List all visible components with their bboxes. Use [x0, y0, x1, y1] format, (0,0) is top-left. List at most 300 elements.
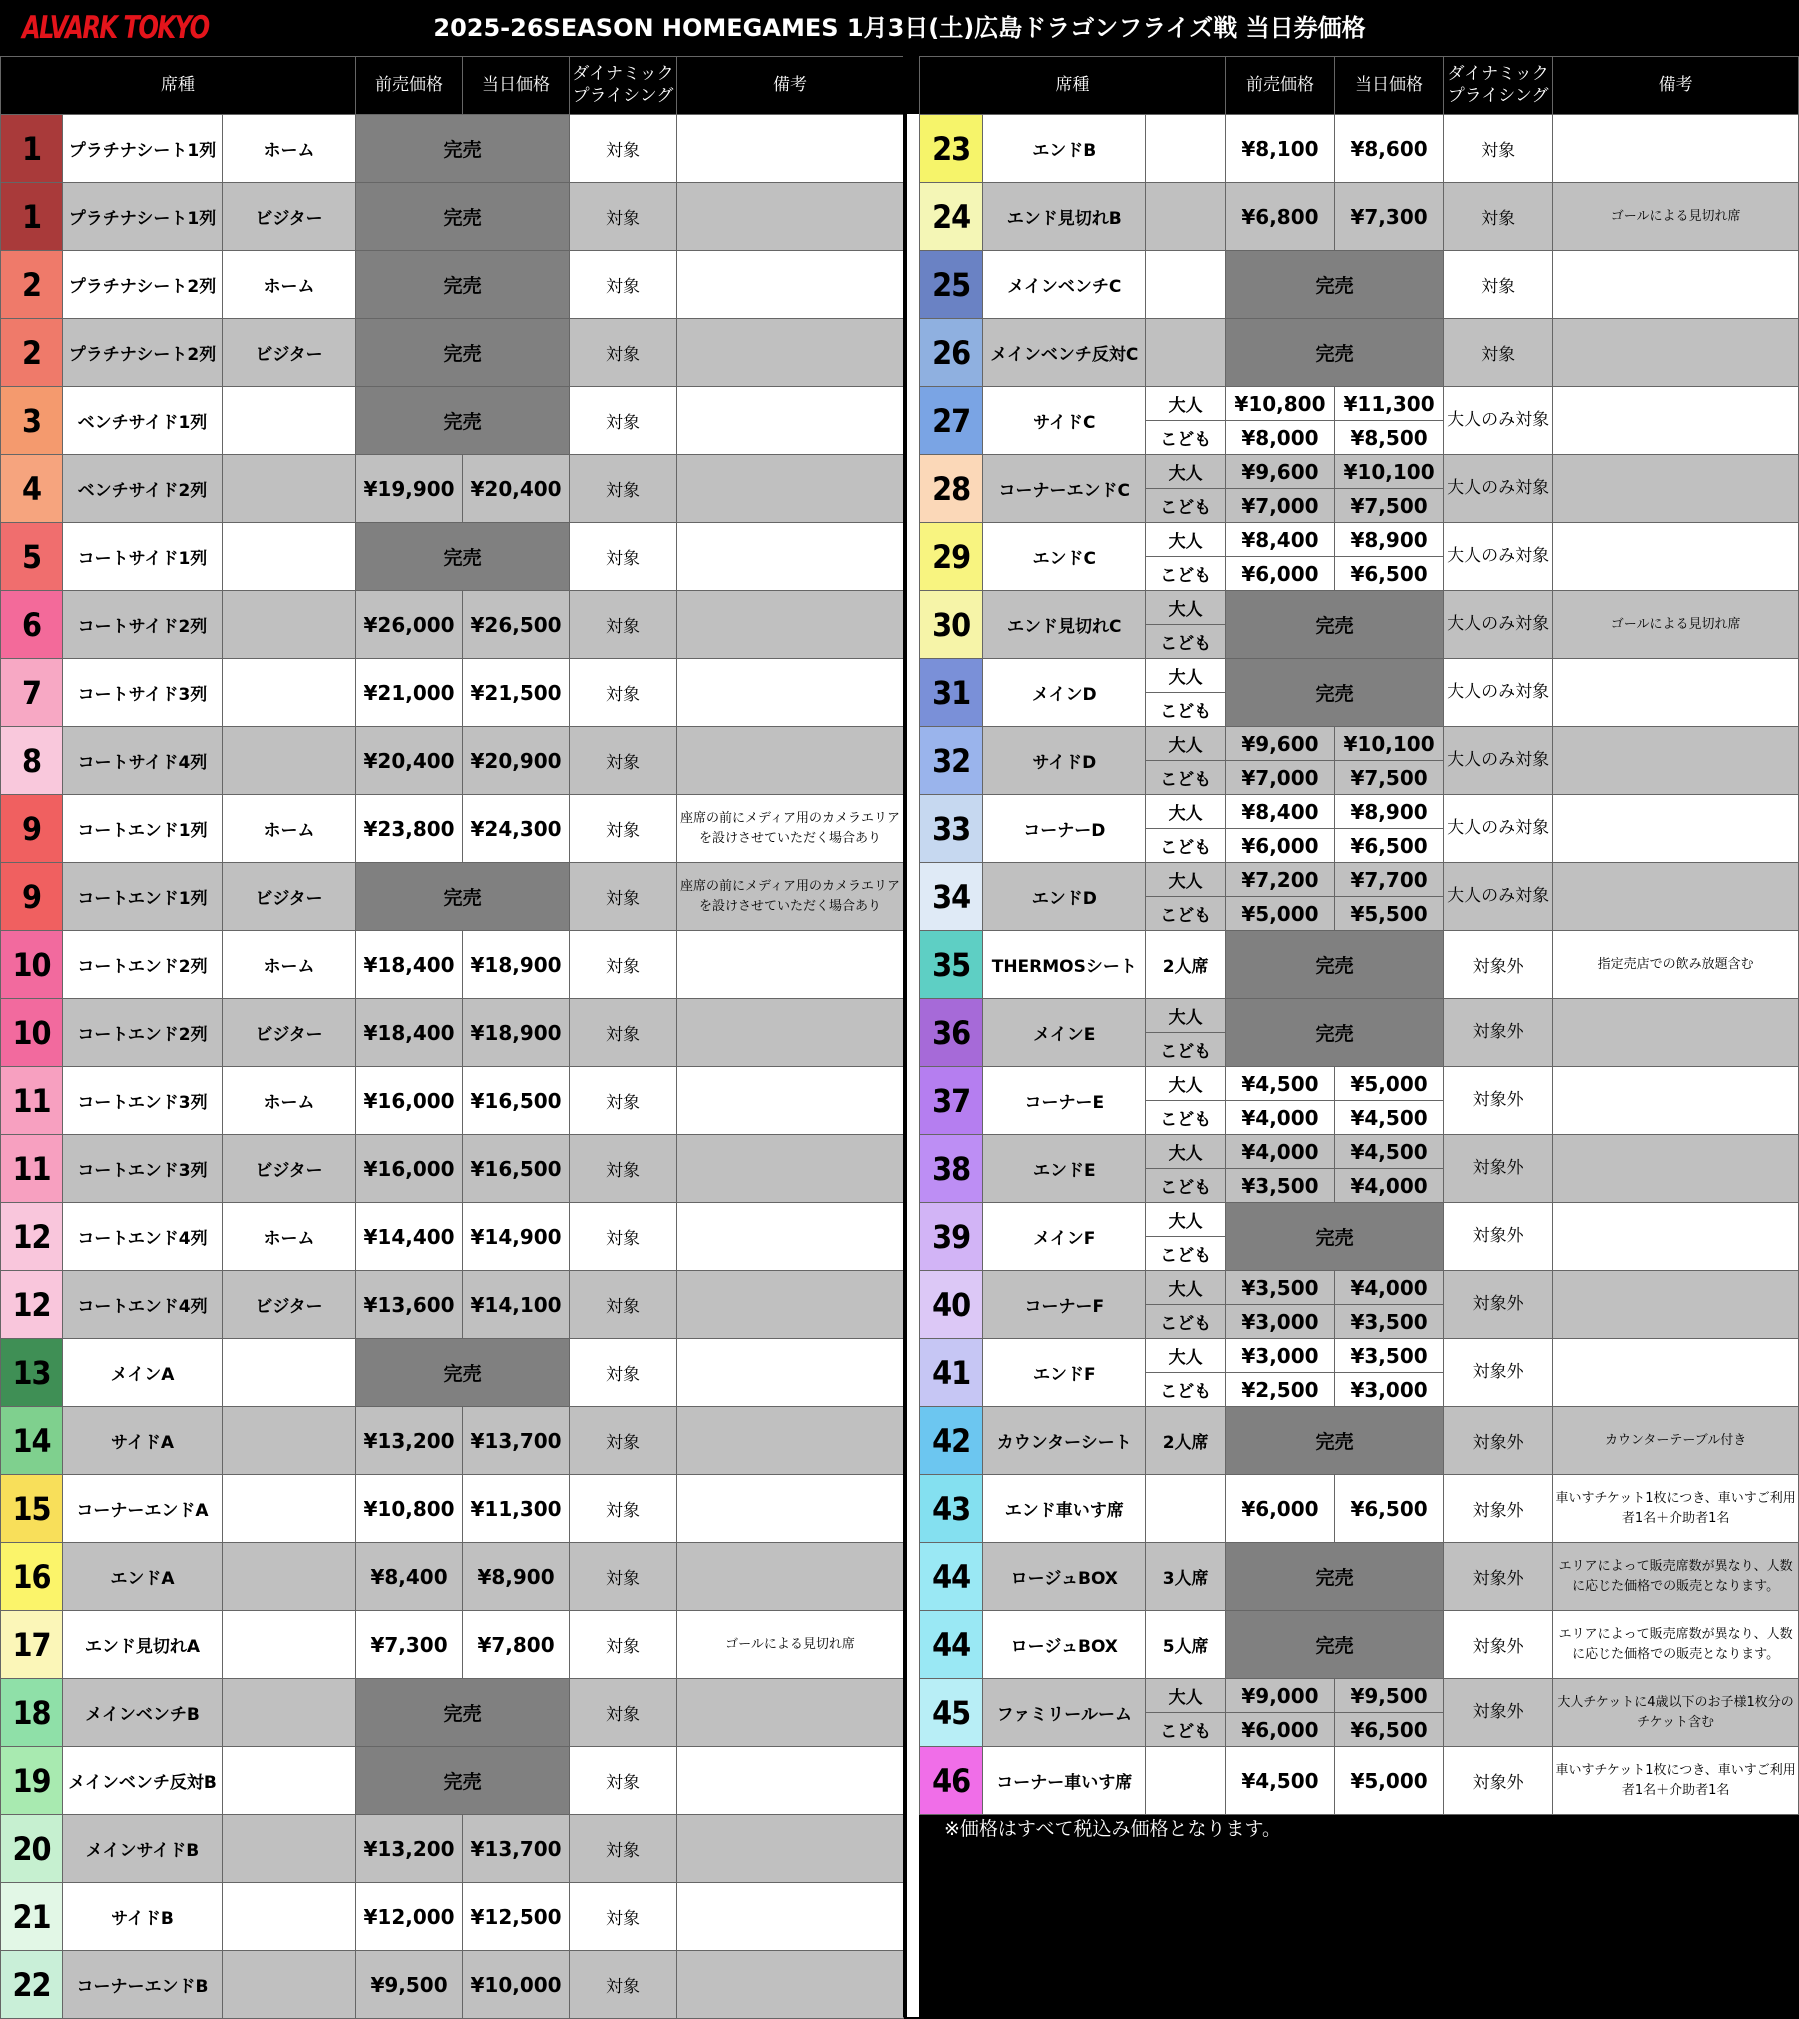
dayof-price: ¥14,100: [463, 1271, 570, 1339]
seat-number-badge: 37: [920, 1067, 983, 1135]
age-label-child: こども: [1146, 557, 1226, 591]
note-text: [677, 1543, 904, 1611]
dynamic-pricing-status: 対象: [570, 1407, 677, 1475]
table-row: [920, 1611, 1799, 1679]
seat-number-badge: 25: [920, 251, 983, 319]
seat-subtype: ビジター: [223, 999, 356, 1067]
seat-name: コートエンド1列: [63, 863, 223, 931]
note-text: [1553, 795, 1799, 863]
seat-name: コーナーエンドC: [983, 455, 1146, 523]
dynamic-pricing-status: 対象: [570, 1951, 677, 2019]
seat-subtype: 3人席: [1146, 1543, 1226, 1611]
dayof-price-child: ¥8,500: [1335, 421, 1444, 455]
seat-number-badge: 30: [920, 591, 983, 659]
seat-subtype: [223, 1747, 356, 1815]
sold-out-badge: 完売: [356, 251, 570, 319]
table-row: [1, 931, 904, 999]
seat-number-badge: 11: [1, 1067, 63, 1135]
seat-number-badge: 4: [1, 455, 63, 523]
seat-subtype: ビジター: [223, 1271, 356, 1339]
presale-price-adult: ¥8,400: [1225, 795, 1334, 829]
age-label-adult: 大人: [1146, 999, 1226, 1033]
table-row: [920, 591, 1799, 625]
seat-name: サイドB: [63, 1883, 223, 1951]
seat-number-badge: 34: [920, 863, 983, 931]
dynamic-pricing-status: 対象: [570, 1611, 677, 1679]
age-label-adult: 大人: [1146, 1203, 1226, 1237]
table-row: [1, 1203, 904, 1271]
seat-number-badge: 32: [920, 727, 983, 795]
dynamic-pricing-status: 対象: [1444, 319, 1553, 387]
table-row: [1, 1815, 904, 1883]
seat-number-badge: 22: [1, 1951, 63, 2019]
dayof-price-adult: ¥8,900: [1335, 523, 1444, 557]
presale-price-child: ¥7,000: [1225, 761, 1334, 795]
seat-number-badge: 20: [1, 1815, 63, 1883]
presale-price: ¥12,000: [356, 1883, 463, 1951]
sold-out-badge: 完売: [1225, 931, 1443, 999]
presale-price-adult: ¥3,500: [1225, 1271, 1334, 1305]
table-row: [920, 523, 1799, 557]
age-label-adult: 大人: [1146, 863, 1226, 897]
seat-number-badge: 33: [920, 795, 983, 863]
seat-name: コーナー車いす席: [983, 1747, 1146, 1815]
dynamic-pricing-status: 対象: [570, 1135, 677, 1203]
age-label-adult: 大人: [1146, 1271, 1226, 1305]
seat-name: エンド見切れA: [63, 1611, 223, 1679]
age-label-adult: 大人: [1146, 387, 1226, 421]
table-row: [1, 659, 904, 727]
age-label-child: こども: [1146, 1033, 1226, 1067]
presale-price-adult: ¥7,200: [1225, 863, 1334, 897]
presale-price-adult: ¥10,800: [1225, 387, 1334, 421]
page-title: 2025-26SEASON HOMEGAMES 1月3日(土)広島ドラゴンフライズ戦 当日券価格: [433, 14, 1366, 42]
seat-number-badge: 26: [920, 319, 983, 387]
note-text: [677, 999, 904, 1067]
seat-name: エンドB: [983, 115, 1146, 183]
age-label-adult: 大人: [1146, 591, 1226, 625]
seat-number-badge: 10: [1, 931, 63, 999]
seat-subtype: [223, 1543, 356, 1611]
presale-price-adult: ¥3,000: [1225, 1339, 1334, 1373]
note-text: [677, 1271, 904, 1339]
table-row: [1, 1135, 904, 1203]
seat-number-badge: 1: [1, 183, 63, 251]
seat-name: コーナーエンドB: [63, 1951, 223, 2019]
dayof-price: ¥26,500: [463, 591, 570, 659]
dayof-price: ¥20,900: [463, 727, 570, 795]
seat-number-badge: 23: [920, 115, 983, 183]
presale-price: ¥23,800: [356, 795, 463, 863]
header-presale: 前売価格: [356, 57, 463, 115]
dayof-price: ¥16,500: [463, 1067, 570, 1135]
seat-number-badge: 39: [920, 1203, 983, 1271]
table-row: [1, 1339, 904, 1407]
table-row: [920, 251, 1799, 319]
dynamic-pricing-status: 対象: [570, 1339, 677, 1407]
sold-out-badge: 完売: [1225, 999, 1443, 1067]
age-label-child: こども: [1146, 1237, 1226, 1271]
note-text: 指定売店での飲み放題含む: [1553, 931, 1799, 999]
dynamic-pricing-status: 対象: [570, 1271, 677, 1339]
sold-out-badge: 完売: [1225, 251, 1443, 319]
table-row: [1, 115, 904, 183]
dynamic-pricing-status: 対象: [570, 931, 677, 999]
seat-subtype: [1146, 251, 1226, 319]
age-label-child: こども: [1146, 1169, 1226, 1203]
dynamic-pricing-status: 対象: [570, 319, 677, 387]
presale-price-adult: ¥9,600: [1225, 455, 1334, 489]
table-row: [1, 251, 904, 319]
age-label-adult: 大人: [1146, 1067, 1226, 1101]
dynamic-pricing-status: 大人のみ対象: [1444, 727, 1553, 795]
seat-number-badge: 27: [920, 387, 983, 455]
seat-subtype: 5人席: [1146, 1611, 1226, 1679]
seat-number-badge: 21: [1, 1883, 63, 1951]
seat-name: エンドD: [983, 863, 1146, 931]
note-text: [677, 591, 904, 659]
presale-price-child: ¥6,000: [1225, 1713, 1334, 1747]
note-text: [677, 319, 904, 387]
seat-name: エンド見切れC: [983, 591, 1146, 659]
note-text: [1553, 455, 1799, 523]
seat-name: ベンチサイド2列: [63, 455, 223, 523]
seat-subtype: [223, 1339, 356, 1407]
note-text: [677, 115, 904, 183]
dynamic-pricing-status: 対象: [570, 1543, 677, 1611]
dayof-price: ¥8,600: [1335, 115, 1444, 183]
seat-name: コーナーD: [983, 795, 1146, 863]
dynamic-pricing-status: 対象: [570, 387, 677, 455]
dynamic-pricing-status: 対象: [1444, 115, 1553, 183]
dynamic-pricing-status: 対象外: [1444, 1203, 1553, 1271]
seat-number-badge: 9: [1, 795, 63, 863]
table-row: [920, 1339, 1799, 1373]
header-dynamic: ダイナミックプライシング: [570, 57, 677, 115]
seat-name: カウンターシート: [983, 1407, 1146, 1475]
seat-subtype: ホーム: [223, 931, 356, 999]
dynamic-pricing-status: 対象外: [1444, 931, 1553, 999]
dynamic-pricing-status: 大人のみ対象: [1444, 591, 1553, 659]
seat-number-badge: 35: [920, 931, 983, 999]
seat-number-badge: 7: [1, 659, 63, 727]
presale-price: ¥13,200: [356, 1407, 463, 1475]
table-row: [1, 863, 904, 931]
age-label-child: こども: [1146, 897, 1226, 931]
dynamic-pricing-status: 大人のみ対象: [1444, 455, 1553, 523]
dynamic-pricing-status: 対象: [570, 523, 677, 591]
table-row: [920, 1407, 1799, 1475]
seat-subtype: [223, 455, 356, 523]
dynamic-pricing-status: 大人のみ対象: [1444, 387, 1553, 455]
seat-subtype: [223, 1883, 356, 1951]
table-row: [1, 387, 904, 455]
seat-name: プラチナシート1列: [63, 115, 223, 183]
seat-subtype: [223, 659, 356, 727]
dynamic-pricing-status: 対象外: [1444, 1339, 1553, 1407]
seat-name: エンドA: [63, 1543, 223, 1611]
header-note: 備考: [1553, 57, 1799, 115]
note-text: ゴールによる見切れ席: [1553, 591, 1799, 659]
seat-name: メインベンチ反対B: [63, 1747, 223, 1815]
seat-number-badge: 40: [920, 1271, 983, 1339]
table-row: [920, 1203, 1799, 1237]
dayof-price: ¥7,800: [463, 1611, 570, 1679]
age-label-adult: 大人: [1146, 795, 1226, 829]
dynamic-pricing-status: 対象: [570, 1747, 677, 1815]
age-label-child: こども: [1146, 625, 1226, 659]
dynamic-pricing-status: 対象: [570, 1067, 677, 1135]
brand-logo: ALVARK TOKYO: [22, 10, 209, 46]
presale-price-child: ¥3,500: [1225, 1169, 1334, 1203]
dynamic-pricing-status: 対象外: [1444, 1407, 1553, 1475]
dayof-price-adult: ¥11,300: [1335, 387, 1444, 421]
note-text: [1553, 727, 1799, 795]
table-row: [920, 1747, 1799, 1815]
dynamic-pricing-status: 対象外: [1444, 999, 1553, 1067]
table-row: [920, 455, 1799, 489]
dayof-price-child: ¥4,500: [1335, 1101, 1444, 1135]
note-text: [677, 1067, 904, 1135]
age-label-child: こども: [1146, 421, 1226, 455]
seat-number-badge: 5: [1, 523, 63, 591]
seat-subtype: [1146, 1475, 1226, 1543]
presale-price-adult: ¥9,600: [1225, 727, 1334, 761]
dynamic-pricing-status: 対象: [570, 115, 677, 183]
dynamic-pricing-status: 対象: [570, 455, 677, 523]
seat-name: コートエンド1列: [63, 795, 223, 863]
seat-subtype: ホーム: [223, 115, 356, 183]
note-text: 車いすチケット1枚につき、車いすご利用者1名＋介助者1名: [1553, 1747, 1799, 1815]
dayof-price: ¥14,900: [463, 1203, 570, 1271]
seat-name: ロージュBOX: [983, 1543, 1146, 1611]
dynamic-pricing-status: 対象外: [1444, 1611, 1553, 1679]
note-text: [1553, 1203, 1799, 1271]
seat-subtype: [223, 523, 356, 591]
seat-number-badge: 43: [920, 1475, 983, 1543]
sold-out-badge: 完売: [356, 319, 570, 387]
seat-name: メインサイドB: [63, 1815, 223, 1883]
seat-name: コートサイド3列: [63, 659, 223, 727]
dayof-price-adult: ¥9,500: [1335, 1679, 1444, 1713]
seat-subtype: [223, 1815, 356, 1883]
seat-subtype: [223, 387, 356, 455]
presale-price-child: ¥4,000: [1225, 1101, 1334, 1135]
seat-number-badge: 41: [920, 1339, 983, 1407]
note-text: エリアによって販売席数が異なり、人数に応じた価格での販売となります。: [1553, 1543, 1799, 1611]
header-dynamic: ダイナミックプライシング: [1444, 57, 1553, 115]
sold-out-badge: 完売: [356, 183, 570, 251]
seat-subtype: ホーム: [223, 795, 356, 863]
table-row: [920, 727, 1799, 761]
header-dayof: 当日価格: [1335, 57, 1444, 115]
presale-price: ¥14,400: [356, 1203, 463, 1271]
note-text: [1553, 863, 1799, 931]
right-price-table: [919, 56, 1799, 1815]
seat-subtype: ホーム: [223, 1203, 356, 1271]
seat-number-badge: 19: [1, 1747, 63, 1815]
seat-name: サイドA: [63, 1407, 223, 1475]
seat-number-badge: 46: [920, 1747, 983, 1815]
table-row: [920, 1475, 1799, 1543]
table-row: [1, 319, 904, 387]
left-price-table: [0, 56, 904, 2019]
seat-subtype: 2人席: [1146, 931, 1226, 999]
age-label-child: こども: [1146, 489, 1226, 523]
presale-price: ¥18,400: [356, 999, 463, 1067]
seat-subtype: [1146, 183, 1226, 251]
dayof-price-adult: ¥10,100: [1335, 455, 1444, 489]
dayof-price-child: ¥7,500: [1335, 761, 1444, 795]
table-row: [920, 1135, 1799, 1169]
note-text: 車いすチケット1枚につき、車いすご利用者1名＋介助者1名: [1553, 1475, 1799, 1543]
table-row: [1, 183, 904, 251]
age-label-child: こども: [1146, 1305, 1226, 1339]
seat-name: エンドC: [983, 523, 1146, 591]
seat-name: エンドF: [983, 1339, 1146, 1407]
note-text: 大人チケットに4歳以下のお子様1枚分のチケット含む: [1553, 1679, 1799, 1747]
seat-subtype: [223, 1475, 356, 1543]
table-row: [920, 999, 1799, 1033]
sold-out-badge: 完売: [1225, 659, 1443, 727]
table-row: [920, 1271, 1799, 1305]
table-row: [1, 1951, 904, 2019]
dayof-price: ¥18,900: [463, 999, 570, 1067]
seat-subtype: [223, 727, 356, 795]
seat-name: プラチナシート2列: [63, 319, 223, 387]
header-presale: 前売価格: [1225, 57, 1334, 115]
table-row: [1, 1475, 904, 1543]
dynamic-pricing-status: 対象外: [1444, 1135, 1553, 1203]
table-row: [1, 727, 904, 795]
sold-out-badge: 完売: [1225, 1611, 1443, 1679]
table-row: [920, 115, 1799, 183]
seat-number-badge: 10: [1, 999, 63, 1067]
presale-price: ¥21,000: [356, 659, 463, 727]
note-text: エリアによって販売席数が異なり、人数に応じた価格での販売となります。: [1553, 1611, 1799, 1679]
seat-name: コートエンド4列: [63, 1203, 223, 1271]
seat-subtype: [223, 1951, 356, 2019]
note-text: [677, 1747, 904, 1815]
seat-subtype: [1146, 319, 1226, 387]
dynamic-pricing-status: 対象: [1444, 183, 1553, 251]
note-text: [1553, 1135, 1799, 1203]
table-row: [920, 659, 1799, 693]
dayof-price-adult: ¥10,100: [1335, 727, 1444, 761]
dynamic-pricing-status: 対象: [570, 795, 677, 863]
dynamic-pricing-status: 対象外: [1444, 1475, 1553, 1543]
seat-number-badge: 8: [1, 727, 63, 795]
header-seat: 席種: [920, 57, 1226, 115]
table-row: [920, 1067, 1799, 1101]
presale-price: ¥6,800: [1225, 183, 1334, 251]
table-row: [1, 591, 904, 659]
dynamic-pricing-status: 対象: [570, 591, 677, 659]
header-note: 備考: [677, 57, 904, 115]
note-text: 座席の前にメディア用のカメラエリアを設けさせていただく場合あり: [677, 795, 904, 863]
note-text: [677, 523, 904, 591]
note-text: [1553, 523, 1799, 591]
seat-name: メインA: [63, 1339, 223, 1407]
dayof-price: ¥12,500: [463, 1883, 570, 1951]
age-label-adult: 大人: [1146, 659, 1226, 693]
seat-subtype: [223, 1611, 356, 1679]
dayof-price-child: ¥3,500: [1335, 1305, 1444, 1339]
dayof-price: ¥11,300: [463, 1475, 570, 1543]
seat-name: コートエンド4列: [63, 1271, 223, 1339]
seat-number-badge: 15: [1, 1475, 63, 1543]
dayof-price-child: ¥7,500: [1335, 489, 1444, 523]
dayof-price-child: ¥3,000: [1335, 1373, 1444, 1407]
note-text: [677, 1135, 904, 1203]
note-text: [1553, 1271, 1799, 1339]
presale-price-child: ¥2,500: [1225, 1373, 1334, 1407]
table-row: [920, 863, 1799, 897]
presale-price: ¥6,000: [1225, 1475, 1334, 1543]
note-text: [1553, 387, 1799, 455]
seat-name: プラチナシート1列: [63, 183, 223, 251]
presale-price-adult: ¥8,400: [1225, 523, 1334, 557]
presale-price-child: ¥3,000: [1225, 1305, 1334, 1339]
seat-number-badge: 6: [1, 591, 63, 659]
dynamic-pricing-status: 対象外: [1444, 1747, 1553, 1815]
seat-subtype: [223, 591, 356, 659]
dayof-price-child: ¥6,500: [1335, 557, 1444, 591]
seat-name: メインベンチB: [63, 1679, 223, 1747]
table-row: [1, 795, 904, 863]
presale-price: ¥4,500: [1225, 1747, 1334, 1815]
presale-price: ¥16,000: [356, 1135, 463, 1203]
seat-name: サイドD: [983, 727, 1146, 795]
presale-price: ¥16,000: [356, 1067, 463, 1135]
dayof-price-adult: ¥7,700: [1335, 863, 1444, 897]
sold-out-badge: 完売: [1225, 319, 1443, 387]
dayof-price-child: ¥6,500: [1335, 829, 1444, 863]
note-text: カウンターテーブル付き: [1553, 1407, 1799, 1475]
dayof-price-child: ¥5,500: [1335, 897, 1444, 931]
seat-number-badge: 12: [1, 1203, 63, 1271]
age-label-adult: 大人: [1146, 1679, 1226, 1713]
presale-price-adult: ¥9,000: [1225, 1679, 1334, 1713]
seat-number-badge: 44: [920, 1543, 983, 1611]
seat-name: コートエンド2列: [63, 999, 223, 1067]
seat-name: コーナーF: [983, 1271, 1146, 1339]
seat-name: コートサイド1列: [63, 523, 223, 591]
presale-price: ¥20,400: [356, 727, 463, 795]
note-text: [1553, 659, 1799, 727]
table-row: [1, 1883, 904, 1951]
seat-name: ベンチサイド1列: [63, 387, 223, 455]
seat-name: メインベンチC: [983, 251, 1146, 319]
sold-out-badge: 完売: [356, 1679, 570, 1747]
presale-price: ¥8,400: [356, 1543, 463, 1611]
dayof-price: ¥24,300: [463, 795, 570, 863]
note-text: [677, 1679, 904, 1747]
table-row: [920, 931, 1799, 999]
table-row: [1, 523, 904, 591]
table-row: [1, 1271, 904, 1339]
note-text: [677, 727, 904, 795]
presale-price: ¥7,300: [356, 1611, 463, 1679]
dayof-price-adult: ¥5,000: [1335, 1067, 1444, 1101]
dayof-price-adult: ¥4,500: [1335, 1135, 1444, 1169]
seat-number-badge: 2: [1, 251, 63, 319]
presale-price-child: ¥6,000: [1225, 557, 1334, 591]
dayof-price-child: ¥6,500: [1335, 1713, 1444, 1747]
seat-name: メインD: [983, 659, 1146, 727]
seat-number-badge: 31: [920, 659, 983, 727]
tax-footnote: ※価格はすべて税込み価格となります。: [944, 1818, 1282, 1840]
